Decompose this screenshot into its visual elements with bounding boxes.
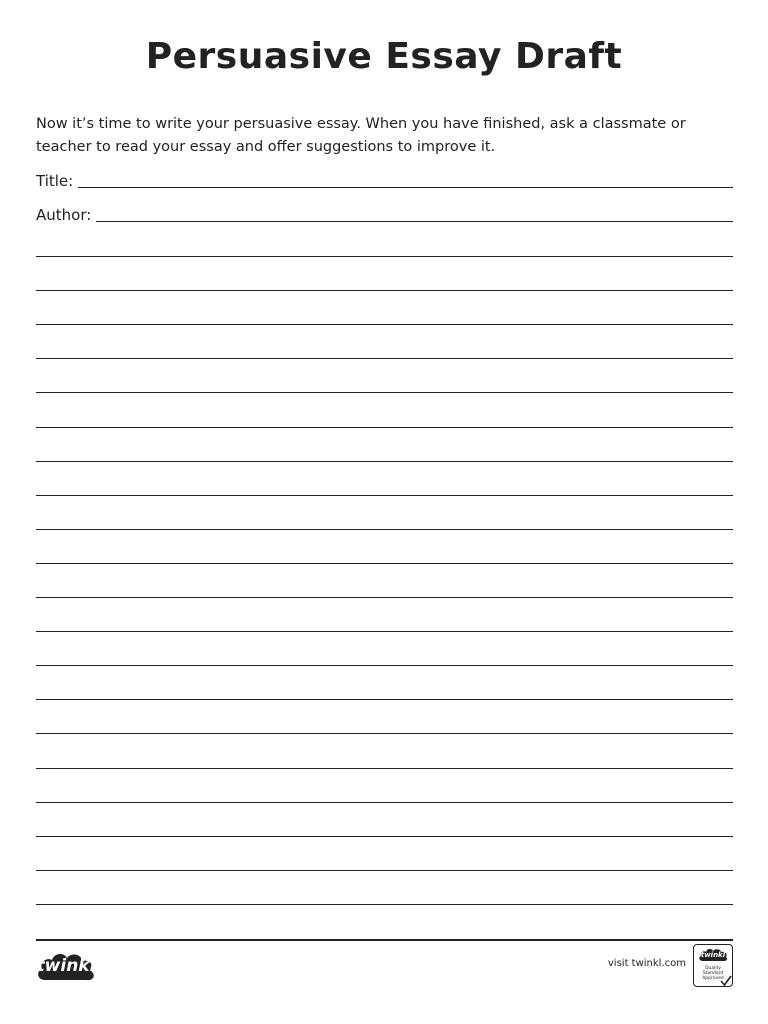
quality-badge [693, 944, 733, 987]
writing-line[interactable] [36, 665, 733, 666]
writing-line[interactable] [36, 461, 733, 462]
writing-line[interactable] [36, 290, 733, 291]
writing-line[interactable] [36, 495, 733, 496]
author-field[interactable] [36, 204, 733, 224]
writing-line[interactable] [36, 870, 733, 871]
writing-line[interactable] [36, 631, 733, 632]
instructions-text: Now it’s time to write your persuasive essay. When you have finished, ask a classmate or teacher to read your essay and offer suggestions to improve it. [36, 116, 686, 155]
badge-brand: twinkl [700, 951, 726, 959]
checkmark-icon [720, 975, 732, 987]
badge-line-1: Quality Standard [702, 966, 724, 976]
writing-line[interactable] [36, 324, 733, 325]
writing-line[interactable] [36, 597, 733, 598]
writing-line[interactable] [36, 358, 733, 359]
badge-line-2: Approved [702, 976, 724, 981]
page-title: Persuasive Essay Draft [145, 36, 623, 77]
footer-divider [36, 939, 733, 941]
title-field[interactable] [36, 170, 733, 190]
visit-link[interactable]: visit twinkl.com [607, 958, 686, 969]
writing-line[interactable] [36, 427, 733, 428]
writing-line[interactable] [36, 836, 733, 837]
title-label: Title: [36, 172, 74, 190]
writing-line[interactable] [36, 392, 733, 393]
author-label: Author: [36, 206, 92, 224]
writing-line[interactable] [36, 904, 733, 905]
writing-line[interactable] [36, 802, 733, 803]
writing-line[interactable] [36, 563, 733, 564]
writing-line[interactable] [36, 256, 733, 257]
logo-text: twinkl [36, 956, 96, 976]
title-line[interactable] [78, 187, 733, 188]
writing-line[interactable] [36, 529, 733, 530]
writing-line[interactable] [36, 768, 733, 769]
author-line[interactable] [96, 221, 733, 222]
writing-line[interactable] [36, 699, 733, 700]
twinkl-logo [35, 950, 97, 984]
writing-line[interactable] [36, 733, 733, 734]
